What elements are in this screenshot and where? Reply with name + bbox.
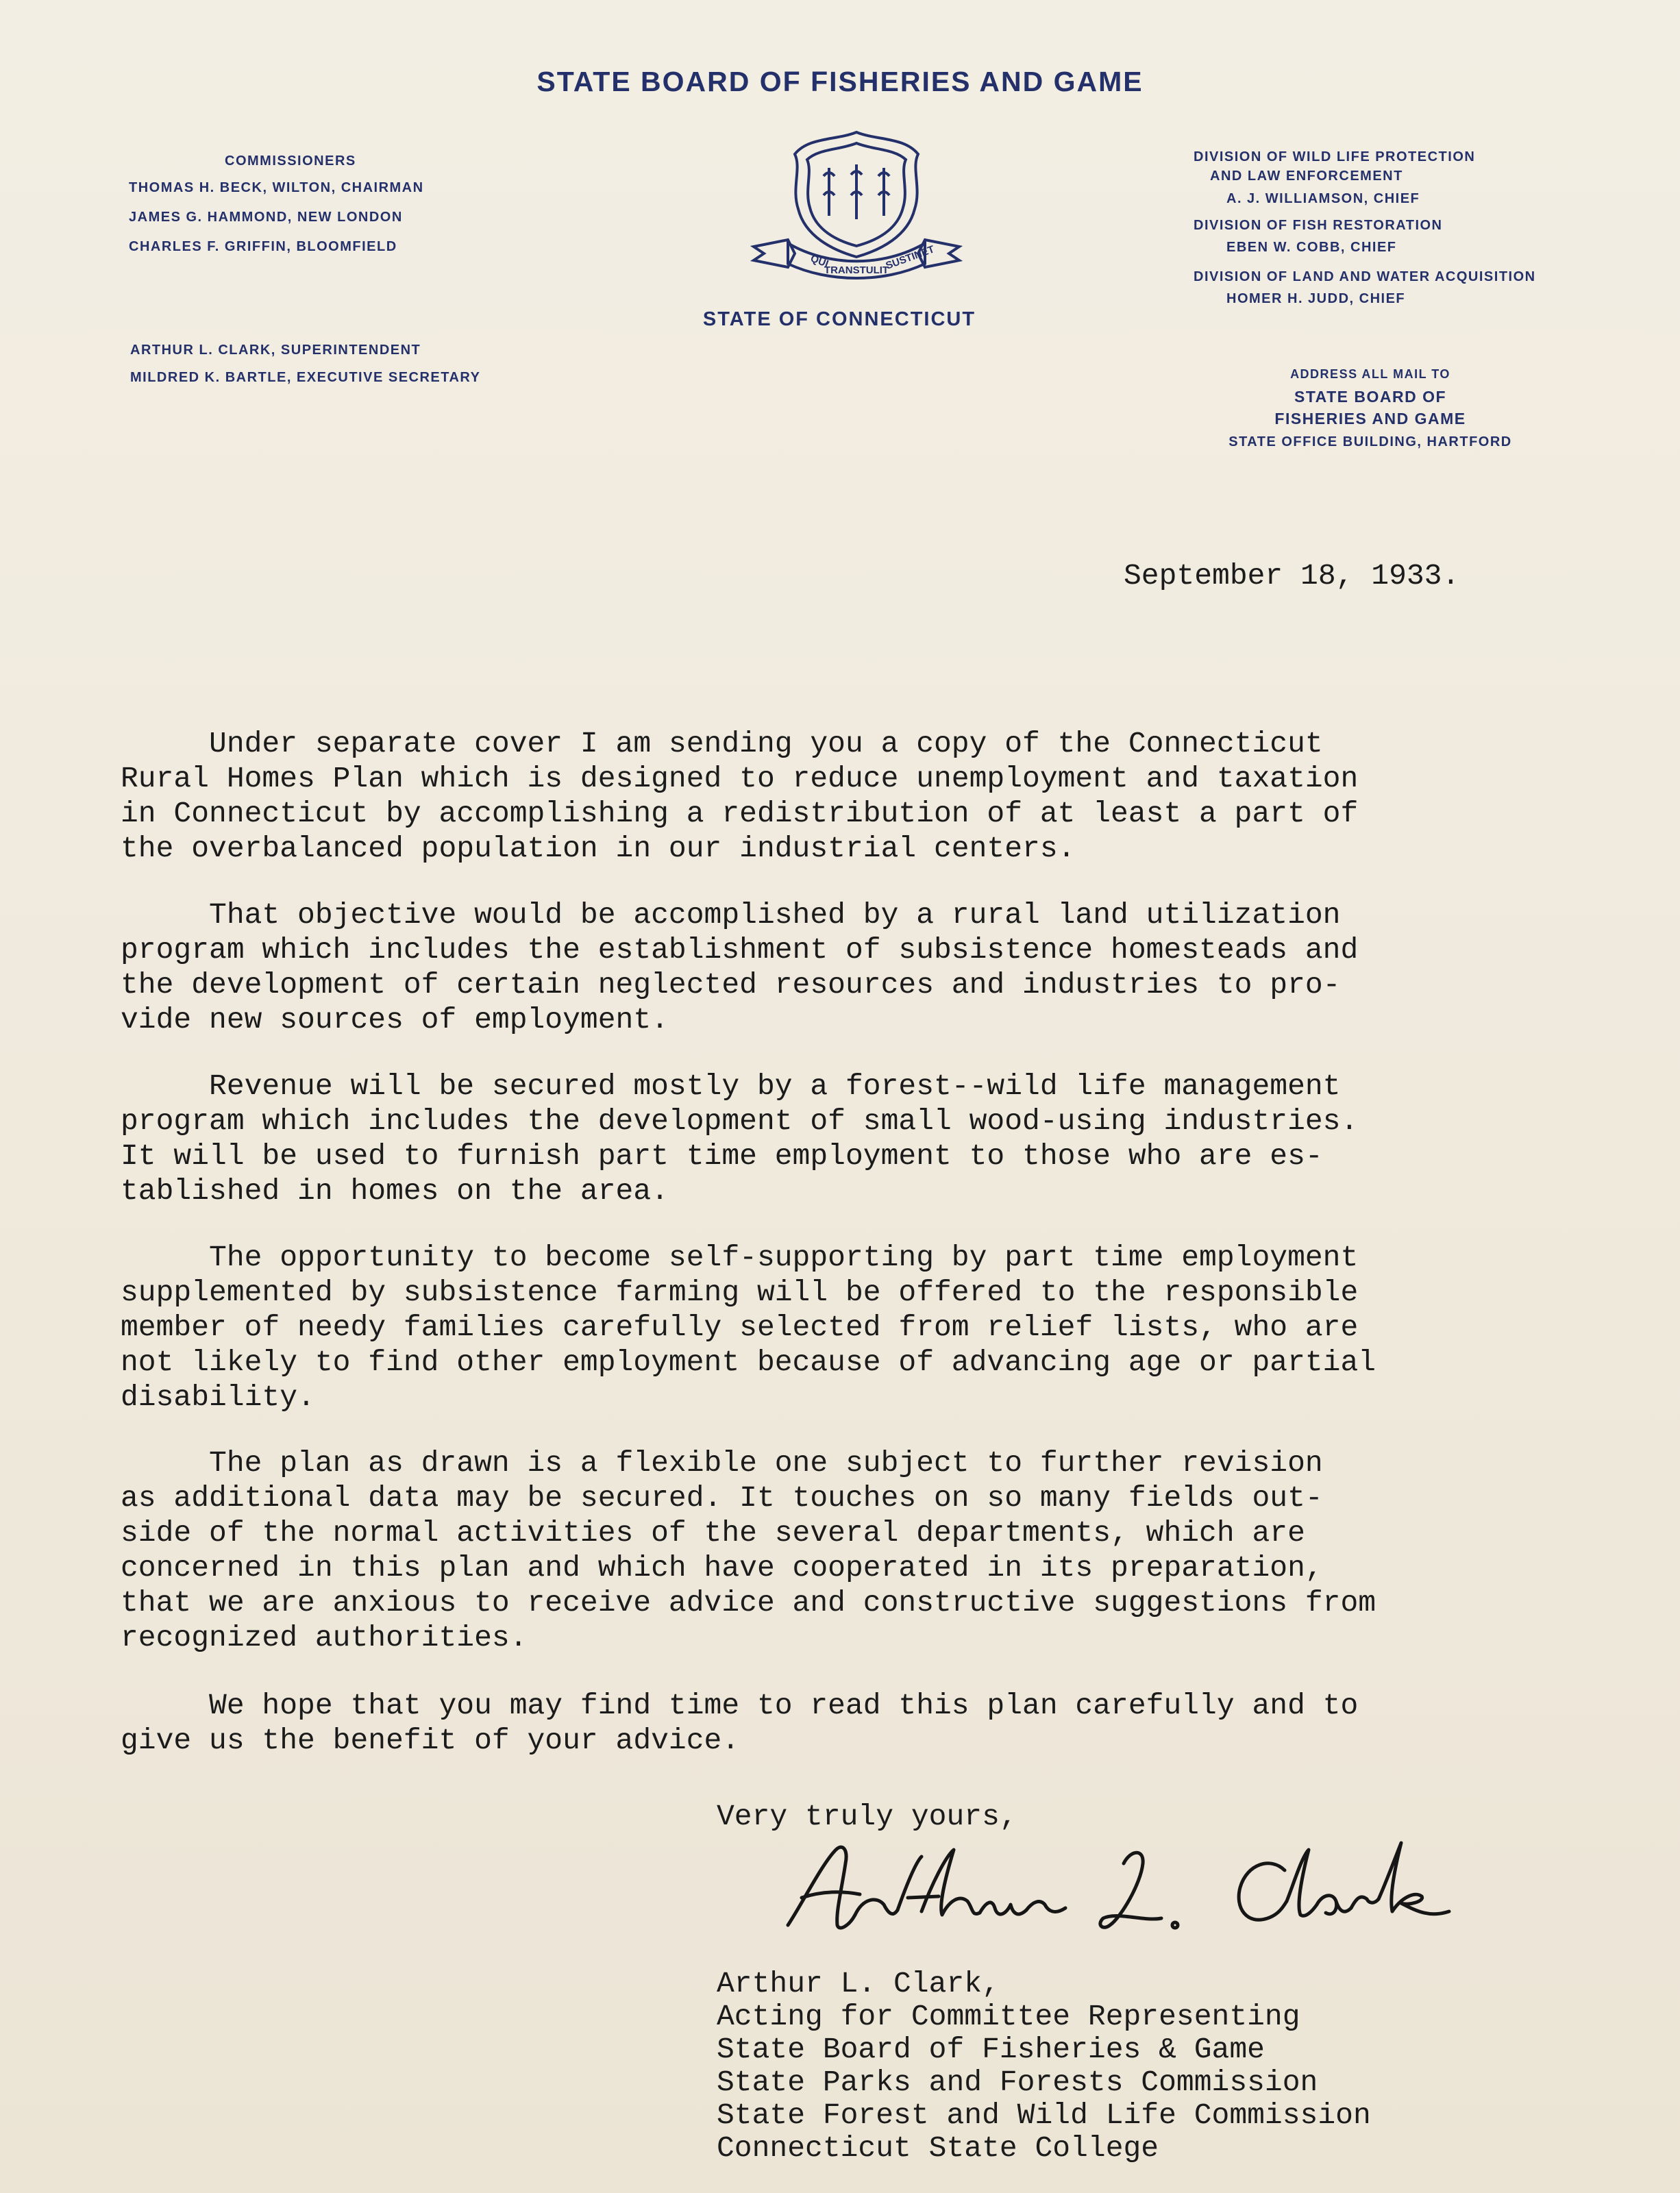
letterhead-title: STATE BOARD OF FISHERIES AND GAME: [536, 66, 1144, 97]
seal-motto-left: QUI: [808, 252, 830, 270]
connecticut-seal-icon: [747, 127, 966, 284]
commissioners-heading: COMMISSIONERS: [225, 153, 356, 169]
letter-date: September 18, 1933.: [1124, 559, 1460, 593]
state-name: STATE OF CONNECTICUT: [702, 308, 976, 330]
division-1-chief: A. J. WILLIAMSON, CHIEF: [1226, 191, 1420, 206]
division-3-name: DIVISION OF LAND AND WATER ACQUISITION: [1194, 269, 1536, 284]
executive-secretary: MILDRED K. BARTLE, EXECUTIVE SECRETARY: [130, 370, 481, 385]
paragraph-5-line-5: that we are anxious to receive advice and constructive suggestions from: [121, 1586, 1376, 1620]
seal-motto-right: SUSTINET: [884, 243, 937, 272]
paragraph-2-line-2: program which includes the establishment of subsistence homesteads and: [121, 933, 1359, 967]
paragraph-5-line-6: recognized authorities.: [121, 1621, 528, 1655]
paragraph-3-line-3: It will be used to furnish part time employment to those who are es-: [121, 1139, 1323, 1173]
signature-block-line-4: State Parks and Forests Commission: [717, 2066, 1318, 2099]
mail-line-1: STATE BOARD OF: [1294, 388, 1447, 406]
division-2-name: DIVISION OF FISH RESTORATION: [1194, 218, 1443, 233]
paragraph-5-line-2: as additional data may be secured. It touches on so many fields out-: [121, 1481, 1323, 1515]
paragraph-4-line-4: not likely to find other employment because of advancing age or partial: [121, 1346, 1376, 1379]
seal-motto-center: TRANSTULIT: [824, 264, 889, 276]
commissioner-2: JAMES G. HAMMOND, NEW LONDON: [129, 210, 403, 225]
paragraph-5-line-3: side of the normal activities of the several departments, which are: [121, 1516, 1305, 1550]
paragraph-3-line-4: tablished in homes on the area.: [121, 1174, 669, 1208]
signature-block-line-5: State Forest and Wild Life Commission: [717, 2098, 1371, 2132]
paragraph-3-line-1: Revenue will be secured mostly by a forest--wild life management: [121, 1069, 1341, 1103]
closing: Very truly yours,: [717, 1800, 1017, 1833]
superintendent: ARTHUR L. CLARK, SUPERINTENDENT: [130, 343, 421, 358]
paragraph-1-line-1: Under separate cover I am sending you a copy of the Connecticut: [121, 727, 1323, 760]
signature-block-line-3: State Board of Fisheries & Game: [717, 2033, 1265, 2066]
paragraph-1-line-2: Rural Homes Plan which is designed to reduce unemployment and taxation: [121, 762, 1359, 795]
signature-block-line-1: Arthur L. Clark,: [717, 1967, 1000, 2000]
commissioner-1: THOMAS H. BECK, WILTON, CHAIRMAN: [129, 180, 424, 195]
division-1-line2: AND LAW ENFORCEMENT: [1210, 169, 1403, 184]
paragraph-1-line-3: in Connecticut by accomplishing a redistribution of at least a part of: [121, 797, 1359, 830]
commissioner-3: CHARLES F. GRIFFIN, BLOOMFIELD: [129, 239, 397, 254]
signature-block-line-6: Connecticut State College: [717, 2131, 1159, 2165]
paragraph-2-line-1: That objective would be accomplished by a rural land utilization: [121, 898, 1341, 932]
handwritten-signature: [774, 1822, 1459, 1953]
paragraph-4-line-5: disability.: [121, 1380, 315, 1414]
paragraph-1-line-4: the overbalanced population in our industrial centers.: [121, 832, 1076, 865]
paragraph-3-line-2: program which includes the development of small wood-using industries.: [121, 1104, 1359, 1138]
paragraph-6-line-2: give us the benefit of your advice.: [121, 1724, 740, 1757]
paragraph-2-line-3: the development of certain neglected resources and industries to pro-: [121, 968, 1341, 1002]
paragraph-5-line-1: The plan as drawn is a flexible one subject to further revision: [121, 1446, 1323, 1480]
paragraph-6-line-1: We hope that you may find time to read this plan carefully and to: [121, 1689, 1359, 1722]
mail-line-2: FISHERIES AND GAME: [1274, 410, 1466, 428]
division-1-line1: DIVISION OF WILD LIFE PROTECTION: [1194, 149, 1476, 164]
mail-instruction: ADDRESS ALL MAIL TO: [1290, 367, 1450, 381]
paragraph-2-line-4: vide new sources of employment.: [121, 1003, 669, 1037]
paragraph-5-line-4: concerned in this plan and which have cooperated in its preparation,: [121, 1551, 1323, 1585]
division-3-chief: HOMER H. JUDD, CHIEF: [1226, 291, 1406, 306]
paragraph-4-line-3: member of needy families carefully selected from relief lists, who are: [121, 1311, 1359, 1344]
paragraph-4-line-1: The opportunity to become self-supporting by part time employment: [121, 1241, 1359, 1274]
signature-block-line-2: Acting for Committee Representing: [717, 2000, 1300, 2033]
paragraph-4-line-2: supplemented by subsistence farming will be offered to the responsible: [121, 1276, 1359, 1309]
division-2-chief: EBEN W. COBB, CHIEF: [1226, 240, 1397, 255]
mail-line-3: STATE OFFICE BUILDING, HARTFORD: [1228, 434, 1512, 449]
